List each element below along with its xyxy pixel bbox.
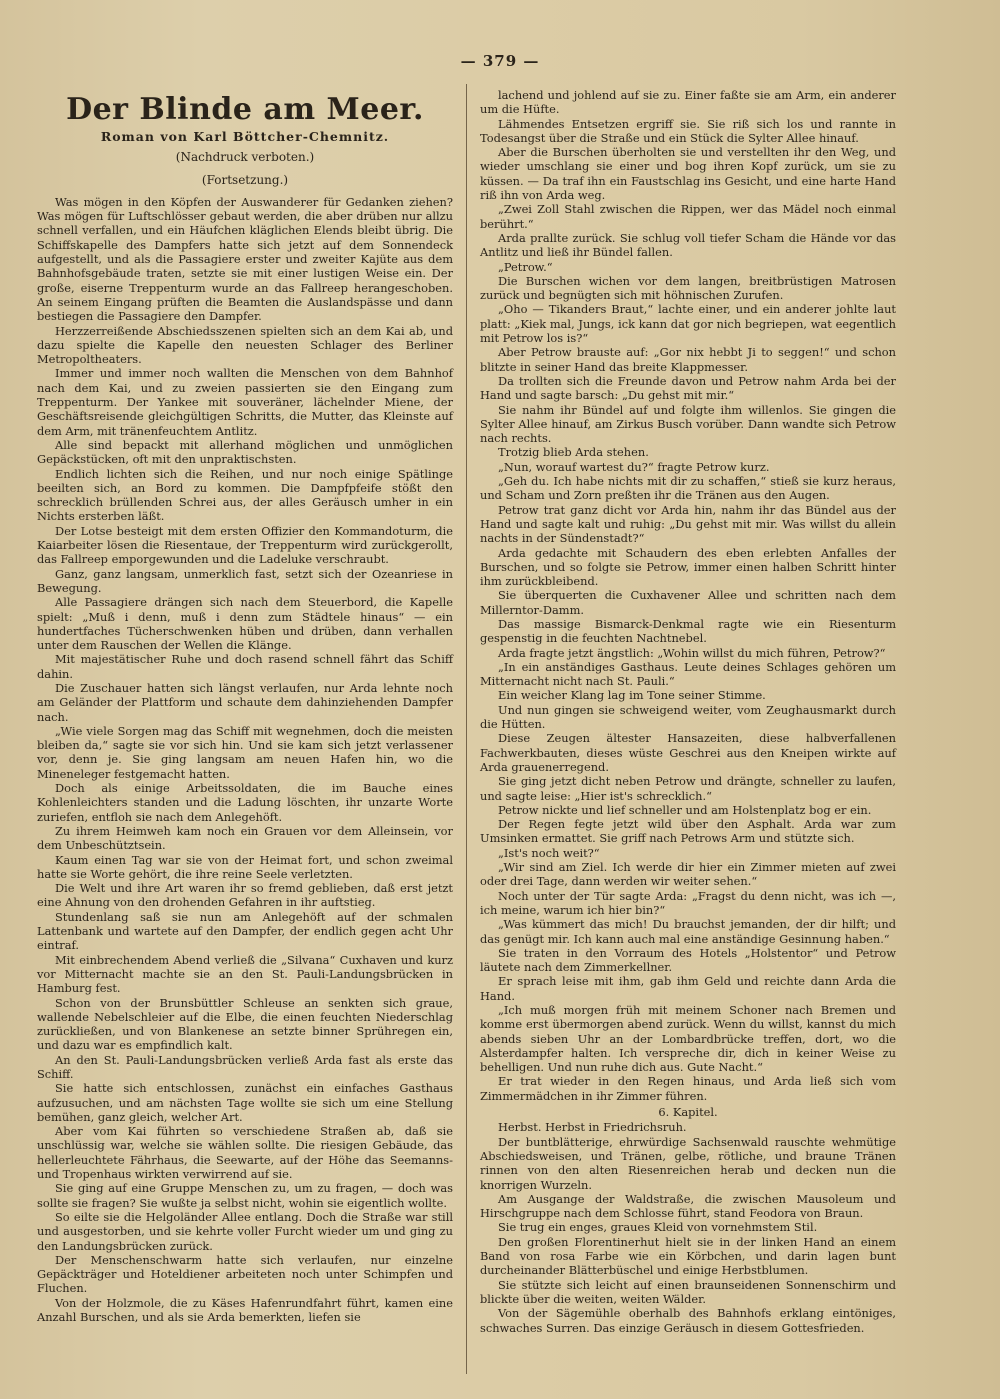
article-title: Der Blinde am Meer. (66, 92, 424, 127)
paragraph: Er trat wieder in den Regen hinaus, und Arda ließ sich vom Zimmermädchen in ihr Zimmer führen. (480, 1074, 896, 1103)
paragraph: Den großen Florentinerhut hielt sie in der linken Hand an einem Band von rosa Farbe wie ein Körbchen, und darin lagen bunt durcheinander Blätterbüschel und einige Herbstblumen. (480, 1234, 896, 1278)
paragraph: Diese Zeugen ältester Hansazeiten, diese halbverfallenen Fachwerkbauten, dieses wüste Geschrei aus den Kneipen wirkte auf Arda grauenerregend. (480, 731, 896, 774)
paragraph: Trotzig blieb Arda stehen. (498, 445, 649, 460)
paragraph: Und nun gingen sie schweigend weiter, vom Zeughausmarkt durch die Hütten. (480, 702, 896, 732)
paragraph: Sie ging auf eine Gruppe Menschen zu, um zu fragen, — doch was sollte sie fragen? Sie wußte ja selbst nicht, wohin sie eigentlich wollte. (37, 1181, 453, 1210)
reprint-note: (Nachdruck verboten.) (175, 150, 315, 165)
paragraph: „Geh du. Ich habe nichts mit dir zu schaffen,“ stieß sie kurz heraus, und Scham und Zorn preßten ihr die Tränen aus den Augen. (480, 474, 896, 503)
paragraph: „Ist's noch weit?“ (498, 845, 600, 860)
paragraph: Die Burschen wichen vor dem langen, breitbrüstigen Matrosen zurück und begnügten sich mit höhnischen Zurufen. (480, 273, 896, 303)
paragraph: Sie überquerten die Cuxhavener Allee und schritten nach dem Millerntor-Damm. (480, 588, 896, 617)
paragraph: Doch als einige Arbeitssoldaten, die im Bauche eines Kohlenleichters standen und die Ladung löschten, ihr unzarte Worte zuriefen, entfloh sie nach dem Anlegehöft. (37, 781, 453, 824)
paragraph: Von der Holzmole, die zu Käses Hafenrundfahrt führt, kamen eine Anzahl Burschen, und als sie Arda bemerkten, liefen sie (37, 1295, 453, 1325)
paragraph: Lähmendes Entsetzen ergriff sie. Sie riß sich los und rannte in Todesangst über die Straße und ein Stück die Sylter Allee hinauf. (480, 116, 896, 145)
paragraph: Aber vom Kai führten so verschiedene Straßen ab, daß sie unschlüssig war, welche sie wählen sollte. Die riesigen Gebäude, das hellerleuchtete Fährhaus, die Seewarte, auf der Höhe das Seemanns- und Tropenhaus wirkten verwirrend auf sie. (37, 1124, 453, 1182)
paragraph: Petrow nickte und lief schneller und am Holstenplatz bog er ein. (498, 802, 872, 817)
paragraph: Sie traten in den Vorraum des Hotels „Holstentor“ und Petrow läutete nach dem Zimmerkellner. (480, 945, 896, 975)
paragraph: „Was kümmert das mich! Du brauchst jemanden, der dir hilft; und das genügt mir. Ich kann auch mal eine anständige Gesinnung haben.“ (480, 917, 896, 946)
continuation-note: (Fortsetzung.) (201, 172, 289, 187)
paragraph: Der Lotse besteigt mit dem ersten Offizier den Kommandoturm, die Kaiarbeiter lösen die Riesentaue, der Treppenturm wird zurückgerollt, das Fallreep emporgewunden und die Ladeluke verschraubt. (37, 523, 453, 567)
paragraph: Das massige Bismarck-Denkmal ragte wie ein Riesenturm gespenstig in die feuchten Nachtnebel. (480, 616, 896, 646)
paragraph: Sie ging jetzt dicht neben Petrow und drängte, schneller zu laufen, und sagte leise: „Hier ist's schrecklich.“ (480, 774, 896, 803)
paragraph: Alle sind bepackt mit allerhand möglichen und unmöglichen Gepäckstücken, oft mit den unpraktischsten. (37, 437, 453, 467)
paragraph: Da trollten sich die Freunde davon und Petrow nahm Arda bei der Hand und sagte barsch: „Du gehst mit mir.“ (480, 373, 896, 403)
paragraph: Die Welt und ihre Art waren ihr so fremd geblieben, daß erst jetzt eine Ahnung von den drohenden Gefahren in ihr auftstieg. (37, 881, 453, 910)
paragraph: Petrow trat ganz dicht vor Arda hin, nahm ihr das Bündel aus der Hand und sagte kalt und ruhig: „Du gehst mit mir. Was willst du allein nachts in der Sündenstadt?“ (480, 502, 896, 546)
paragraph: Er sprach leise mit ihm, gab ihm Geld und reichte dann Arda die Hand. (480, 974, 896, 1003)
paragraph: „Wir sind am Ziel. Ich werde dir hier ein Zimmer mieten auf zwei oder drei Tage, dann werden wir weiter sehen.“ (480, 860, 896, 889)
paragraph: „Ich muß morgen früh mit meinem Schoner nach Bremen und komme erst übermorgen abend zurück. Wenn du willst, kannst du mich abends sieben Uhr an der Lombardbrücke treffen, dort, wo die Alsterdampfer halten. Ich verspreche dir, dich in keiner Weise zu behelligen. Und nun ruhe dich aus. Gute Nacht.“ (480, 1003, 896, 1075)
paragraph: Aber Petrow brauste auf: „Gor nix hebbt Ji to seggen!“ und schon blitzte in seiner Hand das breite Klappmesser. (480, 345, 896, 374)
paragraph: Mit einbrechendem Abend verließ die „Silvana“ Cuxhaven und kurz vor Mitternacht machte sie an den St. Pauli-Landungsbrücken in Hamburg fest. (37, 952, 453, 996)
paragraph: „Petrow.“ (498, 259, 553, 274)
right-body (480, 88, 896, 1103)
paragraph: So eilte sie die Helgoländer Allee entlang. Doch die Straße war still und ausgestorben, und sie kehrte voller Furcht wieder um und ging zu den Landungsbrücken zurück. (37, 1209, 453, 1253)
paragraph: Sie stützte sich leicht auf einen braunseidenen Sonnenschirm und blickte über die weiten, weiten Wälder. (480, 1277, 896, 1306)
paragraph: Aber die Burschen überholten sie und verstellten ihr den Weg, und wieder umschlang sie einer und bog ihren Kopf zurück, um sie zu küssen. — Da traf ihn ein Faustschlag ins Gesicht, und eine harte Hand riß ihn von Arda weg. (480, 145, 896, 203)
paragraph: Alle Passagiere drängen sich nach dem Steuerbord, die Kapelle spielt: „Muß i denn, muß i denn zum Städtele hinaus“ — ein hundertfaches Tücherschwenken hüben und drüben, dann verhallen unter dem Rauschen der Wellen die Klänge. (37, 595, 453, 653)
chapter-heading: 6. Kapitel. (658, 1105, 718, 1120)
chapter-body (480, 1120, 896, 1334)
paragraph: Immer und immer noch wallten die Menschen von dem Bahnhof nach dem Kai, und zu zweien passierten sie den Eingang zum Treppenturm. Der Yankee mit souveräner, lächelnder Miene, der Geschäftsreisende gleichgültigen Schritts, die Mutter, das Kleinste auf dem Arm, mit tränenfeuchtem Antlitz. (37, 366, 453, 438)
paragraph: „Oho — Tikanders Braut,“ lachte einer, und ein anderer johlte laut platt: „Kiek mal, Jungs, ick kann dat gor nich begriepen, wat eegentlich mit Petrow los is?“ (480, 302, 896, 346)
paragraph: Der Menschenschwarm hatte sich verlaufen, nur einzelne Gepäckträger und Hoteldiener arbeiteten noch unter Schimpfen und Fluchen. (37, 1252, 453, 1296)
paragraph: Herzzerreißende Abschiedsszenen spielten sich an dem Kai ab, und dazu spielte die Kapelle den neuesten Schlager des Berliner Metropoltheaters. (37, 323, 453, 367)
paragraph: Die Zuschauer hatten sich längst verlaufen, nur Arda lehnte noch am Geländer der Plattform und schaute dem dahinziehenden Dampfer nach. (37, 680, 453, 724)
paragraph: Der buntblätterige, ehrwürdige Sachsenwald rauschte wehmütige Abschiedsweisen, und Tränen, gelbe, rötliche, und braune Tränen rinnen von den alten Riesenreichen herab und decken nun die knorrigen Wurzeln. (480, 1134, 896, 1192)
paragraph: Herbst. Herbst in Friedrichsruh. (498, 1120, 687, 1135)
paragraph: Am Ausgange der Waldstraße, die zwischen Mausoleum und Hirschgruppe nach dem Schlosse führt, stand Feodora von Braun. (480, 1191, 896, 1221)
paragraph: Ganz, ganz langsam, unmerklich fast, setzt sich der Ozeanriese in Bewegung. (37, 566, 453, 595)
paragraph: Endlich lichten sich die Reihen, und nur noch einige Spätlinge beeilten sich, an Bord zu kommen. Die Dampfpfeife stößt den schrecklich brüllenden Schrei aus, der alles Geräusch umher in ein Nichts ersterben läßt. (37, 466, 453, 524)
paragraph: Kaum einen Tag war sie von der Heimat fort, und schon zweimal hatte sie Worte gehört, die ihre reine Seele verletzten. (37, 852, 453, 881)
paragraph: Stundenlang saß sie nun am Anlegehöft auf der schmalen Lattenbank und wartete auf den Dampfer, der endlich gegen acht Uhr eintraf. (37, 909, 453, 953)
byline: Roman von Karl Böttcher-Chemnitz. (100, 129, 390, 144)
paragraph: Noch unter der Tür sagte Arda: „Fragst du denn nicht, was ich —, ich meine, warum ich hier bin?“ (480, 888, 896, 917)
left-column (37, 92, 453, 1324)
paragraph: Zu ihrem Heimweh kam noch ein Grauen vor dem Alleinsein, vor dem Unbeschütztsein. (37, 823, 453, 853)
right-column (480, 88, 896, 1335)
paragraph: „In ein anständiges Gasthaus. Leute deines Schlages gehören um Mitternacht nicht nach St. Pauli.“ (480, 659, 896, 689)
paragraph: Von der Sägemühle oberhalb des Bahnhofs erklang eintöniges, schwaches Surren. Das einzige Geräusch in diesem Gottesfrieden. (480, 1306, 896, 1335)
paragraph: Sie trug ein enges, graues Kleid von vornehmstem Stil. (498, 1220, 818, 1235)
column-divider (466, 84, 467, 1374)
paragraph: lachend und johlend auf sie zu. Einer faßte sie am Arm, ein anderer um die Hüfte. (480, 88, 896, 117)
paragraph: „Wie viele Sorgen mag das Schiff mit wegnehmen, doch die meisten bleiben da,“ sagte sie vor sich hin. Und sie kam sich jetzt verlassener vor, denn je. Sie ging langsam am neuen Hafen hin, wo die Mineneleger festgemacht hatten. (37, 723, 453, 781)
paragraph: „Nun, worauf wartest du?“ fragte Petrow kurz. (498, 459, 770, 474)
paragraph: Arda gedachte mit Schaudern des eben erlebten Anfalles der Burschen, und so folgte sie Petrow, immer einen halben Schritt hinter ihm zurückbleibend. (480, 545, 896, 589)
paragraph: „Zwei Zoll Stahl zwischen die Rippen, wer das Mädel noch einmal berührt.“ (480, 202, 896, 231)
paragraph: Schon von der Brunsbüttler Schleuse an senkten sich graue, wallende Nebelschleier auf die Elbe, die einen feuchten Niederschlag zurückließen, und von Blankenese an setzte binner Sprühregen ein, und dazu war es empfindlich kalt. (37, 995, 453, 1053)
paragraph: Arda fragte jetzt ängstlich: „Wohin willst du mich führen, Petrow?“ (498, 645, 886, 660)
paragraph: Arda prallte zurück. Sie schlug voll tiefer Scham die Hände vor das Antlitz und ließ ihr Bündel fallen. (480, 230, 896, 260)
paragraph: Sie hatte sich entschlossen, zunächst ein einfaches Gasthaus aufzusuchen, und am nächsten Tage wollte sie sich um eine Stellung bemühen, ganz gleich, welcher Art. (37, 1081, 453, 1124)
page-number: — 379 — (460, 52, 540, 70)
paragraph: Sie nahm ihr Bündel auf und folgte ihm willenlos. Sie gingen die Sylter Allee hinauf, am Zirkus Busch vorüber. Dann wandte sich Petrow nach rechts. (480, 402, 896, 446)
left-body (37, 195, 453, 1324)
paragraph: An den St. Pauli-Landungsbrücken verließ Arda fast als erste das Schiff. (37, 1052, 453, 1081)
paragraph: Ein weicher Klang lag im Tone seiner Stimme. (498, 688, 766, 703)
paragraph: Was mögen in den Köpfen der Auswanderer für Gedanken ziehen? Was mögen für Luftschlösser gebaut werden, die aber drüben nur allzu schnell verfallen, und ein Häufchen kläglichen Elends bleibt übrig. Die Schiffskapelle des Dampfers hatte sich jetzt auf dem Sonnendeck aufgestellt, und als die Passagiere erster und zweiter Kajüte aus dem Bahnhofsgebäude traten, setzte sie mit einer lustigen Weise ein. Der große, eiserne Treppenturm wurde an das Fallreep herangeschoben. An seinem Eingang prüften die Beamten die Auslandspässe und dann bestiegen die Passagiere den Dampfer. (37, 194, 453, 324)
paragraph: Mit majestätischer Ruhe und doch rasend schnell fährt das Schiff dahin. (37, 652, 453, 681)
paragraph: Der Regen fegte jetzt wild über den Asphalt. Arda war zum Umsinken ermattet. Sie griff nach Petrows Arm und stützte sich. (480, 817, 896, 846)
